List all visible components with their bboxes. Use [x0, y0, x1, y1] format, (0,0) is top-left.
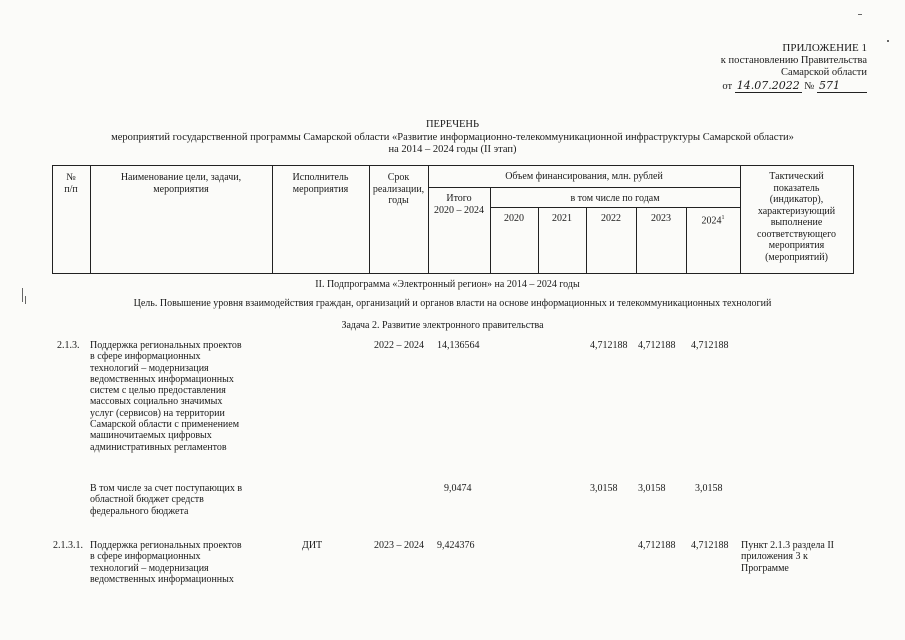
- row-2023: 4,712188: [638, 340, 676, 351]
- header-year-2022: 2022: [601, 213, 621, 224]
- header-name: Наименование цели, задачи, мероприятия: [120, 172, 242, 195]
- document-subheading: мероприятий государственной программы Самарской области «Развитие информационно-телекоммуникационной инфраструктуры Самарской области»: [111, 131, 794, 143]
- document-heading: ПЕРЕЧЕНЬ: [425, 119, 480, 130]
- goal-heading: Цель. Повышение уровня взаимодействия граждан, организаций и органов власти на основе информационных и телекоммуникационных технологий: [133, 298, 772, 309]
- document-title: [0, 119, 905, 157]
- scan-artifact: [22, 288, 23, 302]
- header-year-2023: 2023: [651, 213, 671, 224]
- table-line: [52, 165, 853, 166]
- row-2024: 4,712188: [691, 540, 729, 551]
- header-num: № п/п: [64, 172, 78, 195]
- row-number: 2.1.3.1.: [53, 540, 83, 551]
- row-term: 2022 – 2024: [374, 340, 424, 351]
- header-total: Итого 2020 – 2024: [434, 193, 484, 216]
- header-year-2024: [686, 213, 740, 227]
- header-term: Срок реализации, годы: [372, 172, 425, 206]
- task-heading: Задача 2. Развитие электронного правительства: [341, 320, 544, 331]
- date-prefix: от: [722, 80, 733, 92]
- row-name: Поддержка региональных проектов в сфере информационных технологий – модернизация ведомственных информационных систем с целью предоставления массовых социально значимых услуг (сервисов) на территории Самарской области с применением машиночитаемых цифровых административных регламентов: [90, 340, 242, 453]
- appendix-date-line: [721, 80, 867, 94]
- row-2023: 3,0158: [638, 483, 666, 494]
- table-line: [428, 187, 740, 188]
- number-value: 571: [817, 80, 867, 94]
- scan-artifact: [887, 40, 889, 42]
- date-value: 14.07.2022: [736, 78, 800, 92]
- appendix-block: [721, 42, 867, 93]
- appendix-title: ПРИЛОЖЕНИЕ 1: [782, 42, 867, 54]
- row-indicator: Пункт 2.1.3 раздела II приложения 3 к Программе: [741, 540, 834, 574]
- document-period: на 2014 – 2024 годы (II этап): [388, 144, 517, 155]
- table-line: [853, 165, 854, 274]
- row-number: 2.1.3.: [57, 340, 80, 351]
- row-executor: ДИТ: [302, 540, 323, 551]
- table-line: [52, 273, 853, 274]
- row-term: 2023 – 2024: [374, 540, 424, 551]
- number-prefix: №: [804, 80, 815, 92]
- header-year-2021: 2021: [552, 213, 572, 224]
- header-by-years: в том числе по годам: [570, 193, 660, 204]
- appendix-line-2: Самарской области: [781, 67, 867, 78]
- header-executor: Исполнитель мероприятия: [292, 172, 349, 195]
- row-2022: 4,712188: [590, 340, 628, 351]
- row-2023: 4,712188: [638, 540, 676, 551]
- row-2024: 3,0158: [695, 483, 723, 494]
- scan-artifact: [25, 296, 26, 304]
- table-line: [490, 207, 740, 208]
- header-funding: Объем финансирования, млн. рублей: [505, 171, 663, 182]
- row-name: В том числе за счет поступающих в областной бюджет средств федерального бюджета: [90, 483, 243, 517]
- header-year-2024-label: 2024: [701, 215, 722, 227]
- row-total: 14,136564: [437, 340, 480, 351]
- row-total: 9,424376: [437, 540, 475, 551]
- row-total: 9,0474: [444, 483, 472, 494]
- row-2024: 4,712188: [691, 340, 729, 351]
- row-2022: 3,0158: [590, 483, 618, 494]
- subprogram-heading: II. Подпрограмма «Электронный регион» на 2014 – 2024 годы: [315, 279, 580, 290]
- footnote-marker: 1: [721, 215, 725, 221]
- header-year-2020: 2020: [504, 213, 524, 224]
- appendix-line-1: к постановлению Правительства: [720, 54, 867, 66]
- header-indicator: Тактический показатель (индикатор), характеризующий выполнение соответствующего мероприятия (мероприятий): [757, 171, 836, 263]
- scan-artifact: [858, 14, 862, 15]
- row-name: Поддержка региональных проектов в сфере информационных технологий – модернизация ведомственных информационных: [90, 540, 242, 585]
